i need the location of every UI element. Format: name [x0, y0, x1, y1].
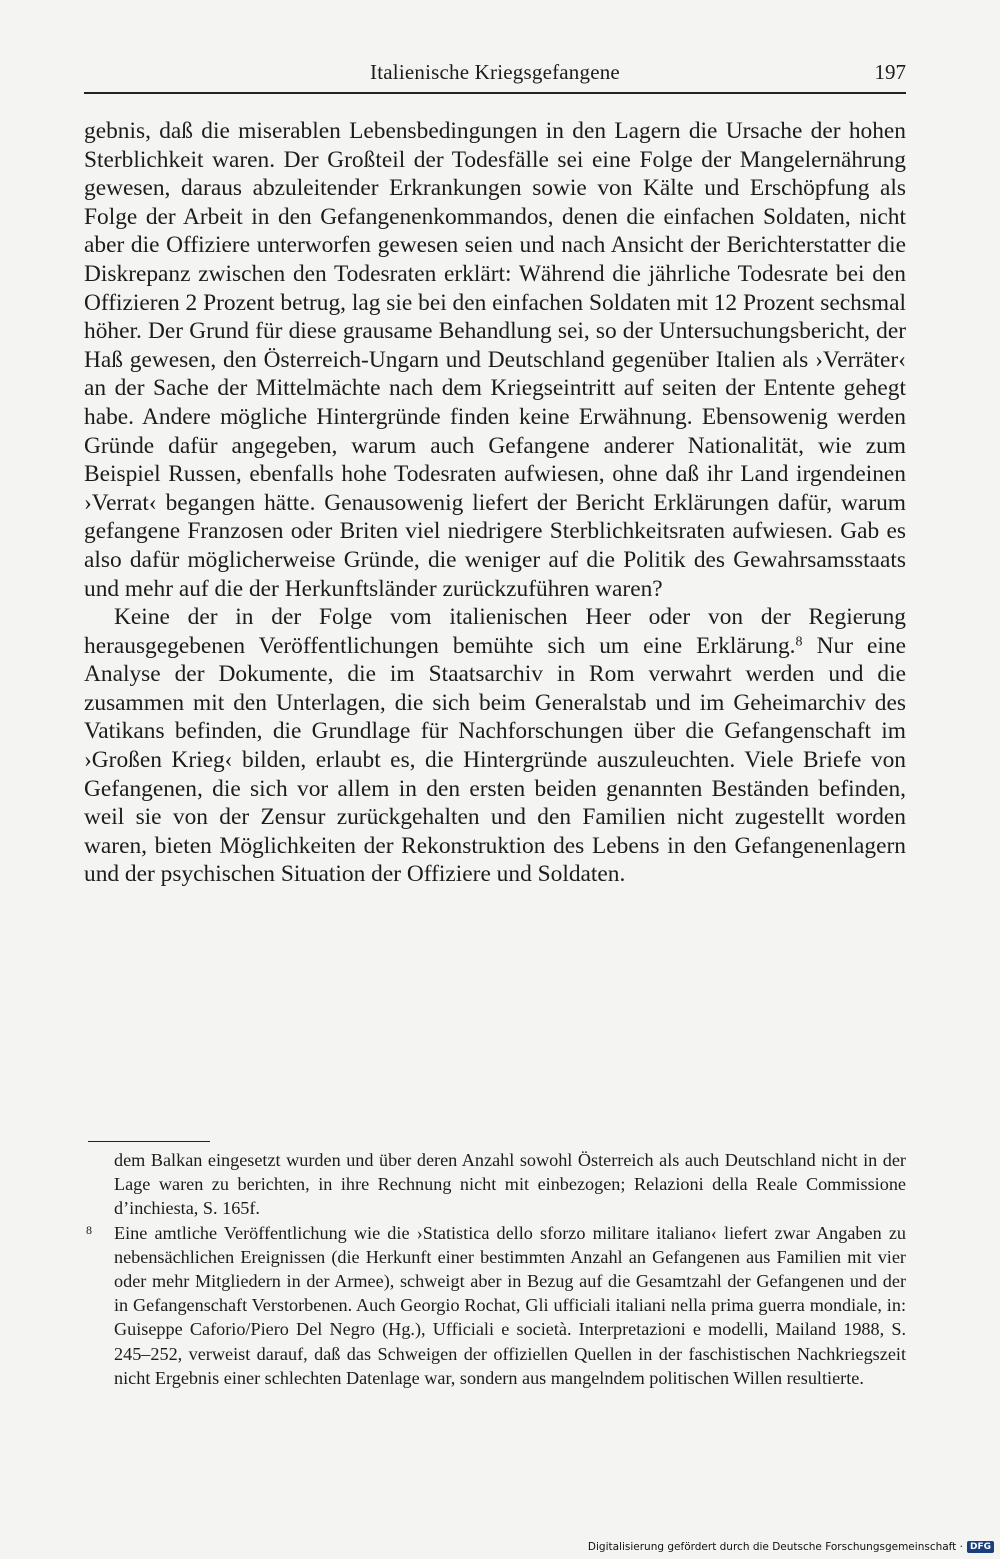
page-number: 197 [874, 60, 906, 84]
paragraph-2-part-1: Keine der in der Folge vom italienischen Heer oder von der Regierung herausgegebenen Veröffentlichungen bemühte sich um eine Erklärung. [84, 604, 906, 659]
footnote-divider [88, 1141, 210, 1142]
footnote-continuation: dem Balkan eingesetzt wurden und über deren Anzahl sowohl Österreich als auch Deutschland nicht in der Lage waren zu berichten, in ihre Rechnung nicht mit einbezogen; Relazioni della Reale Commissione d’inchiesta, S. 165f. [114, 1150, 906, 1219]
paragraph-2-part-2: Nur eine Analyse der Dokumente, die im Staatsarchiv in Rom verwahrt werden und die zusammen mit den Unterlagen, die sich beim Generalstab und im Geheimarchiv des Vatikans befinden, die Grundlage für Nachforschungen über die Gefangenschaft im ›Großen Krieg‹ bilden, erlaubt es, die Hintergründe auszuleuchten. Viele Briefe von Gefangenen, die sich vor allem in den ersten beiden genannten Beständen befinden, weil sie von der Zensur zurückgehalten und den Familien nicht zugestellt worden waren, bieten Möglichkeiten der Rekonstruktion des Lebens in den Gefangenenlagern und der psychischen Situation der Offiziere und Soldaten. [84, 632, 907, 888]
digitization-notice [588, 1541, 994, 1553]
main-text [84, 117, 906, 889]
digitization-notice-text: Digitalisierung gefördert durch die Deutsche Forschungsgemeinschaft · [587, 1541, 963, 1553]
footnote-reference-8[interactable]: 8 [795, 632, 803, 649]
footnote-8-marker: 8 [86, 1222, 92, 1237]
footnotes [86, 1148, 906, 1390]
dfg-logo: DFG [967, 1541, 994, 1553]
paragraph-1: gebnis, daß die miserablen Lebensbedingungen in den Lagern die Ursache der hohen Sterblichkeit waren. Der Großteil der Todesfälle sei eine Folge der Mangelernährung gewesen, daraus abzuleitender Erkrankungen sowie von Kälte und Erschöpfung als Folge der Arbeit in den Gefangenenkommandos, denen die einfachen Soldaten, nicht aber die Offiziere unterworfen gewesen seien und nach Ansicht der Berichterstatter die Diskrepanz zwischen den Todesraten erklärt: Während die jährliche Todesrate bei den Offizieren 2 Prozent betrug, lag sie bei den einfachen Soldaten mit 12 Prozent sechsmal höher. Der Grund für diese grausame Behandlung sei, so der Untersuchungsbericht, der Haß gewesen, den Österreich-Ungarn und Deutschland gegenüber Italien als ›Verräter‹ an der Sache der Mittelmächte nach dem Kriegseintritt auf seiten der Entente gehegt habe. Andere mögliche Hintergründe finden keine Erwähnung. Ebensowenig werden Gründe dafür angegeben, warum auch Gefangene anderer Nationalität, wie zum Beispiel Russen, ebenfalls hohe Todesraten aufwiesen, ohne daß ihr Land irgendeinen ›Verrat‹ begangen hätte. Genausowenig liefert der Bericht Erklärungen dafür, warum gefangene Franzosen oder Briten viel niedrigere Sterblichkeitsraten aufwiesen. Gab es also dafür möglicherweise Gründe, die weniger auf die Politik des Gewahrsamsstaats und mehr auf die der Herkunftsländer zurückzuführen waren? [84, 118, 906, 602]
footnote-8 [86, 1221, 906, 1390]
running-head [84, 58, 906, 94]
paragraph-2 [84, 603, 906, 889]
running-title: Italienische Kriegsgefangene [370, 60, 620, 84]
footnote-8-text: Eine amtliche Veröffentlichung wie die ›Statistica dello sforzo militare italiano‹ liefert zwar Angaben zu nebensächlichen Ereignissen (die Herkunft einer bestimmten Anzahl an Gefangenen aus Familien mit vier oder mehr Mitgliedern in der Armee), schweigt aber in Bezug auf die Gesamtzahl der Gefangenen und der in Gefangenschaft Verstorbenen. Auch Georgio Rochat, Gli ufficiali italiani nella prima guerra mondiale, in: Guiseppe Caforio/Piero Del Negro (Hg.), Ufficiali e società. Interpretazioni e modelli, Mailand 1988, S. 245–252, verweist darauf, daß das Schweigen der offiziellen Quellen in der faschistischen Nachkriegszeit nicht Ergebnis einer schlechten Datenlage war, sondern aus mangelndem politischen Willen resultierte. [114, 1222, 906, 1388]
